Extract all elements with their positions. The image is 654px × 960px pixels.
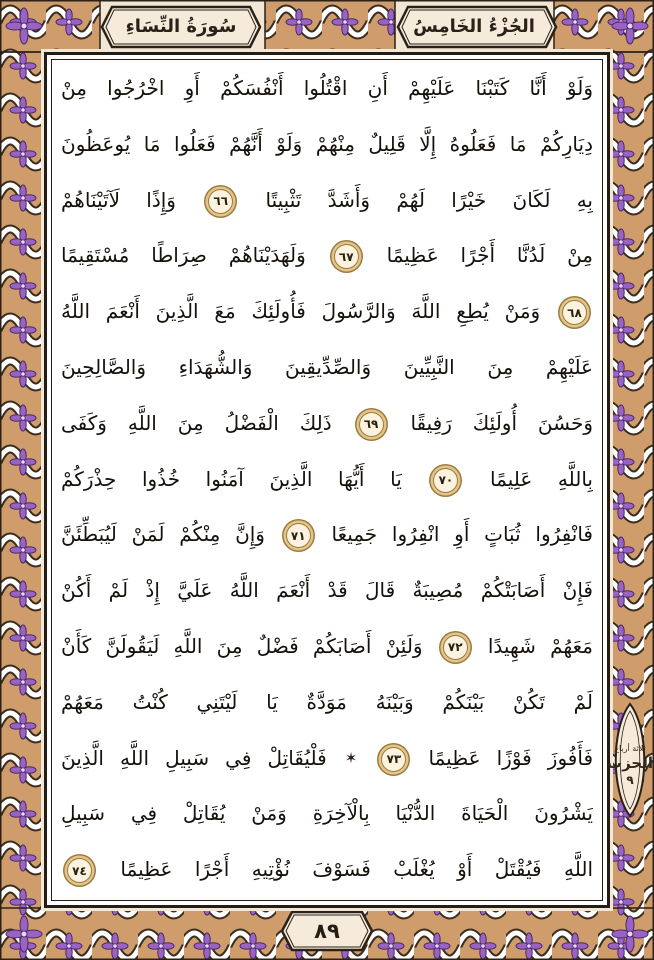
quran-line xyxy=(61,396,593,452)
ayah-number-medallion: ٧٢ xyxy=(443,635,468,660)
quran-line xyxy=(61,786,593,842)
ayah-number-medallion: ٧٤ xyxy=(67,858,92,883)
quran-line xyxy=(61,619,593,675)
quran-text-segment: بِاللَّهِ عَلِيمًا xyxy=(490,466,593,491)
ayah-number-medallion: ٦٨ xyxy=(562,300,587,325)
quran-line xyxy=(61,842,593,898)
quran-text-segment: وَحَسُنَ أُولَئِكَ رَفِيقًا xyxy=(410,410,593,435)
rub-el-hizb-icon: ✶ xyxy=(344,749,358,768)
quran-lines xyxy=(61,61,593,899)
quran-text-segment: مِنْ لَدُنَّا أَجْرًا عَظِيمًا xyxy=(386,243,593,268)
quran-text-segment: لَمْ تَكُنْ بَيْنَكُمْ وَبَيْنَهُ مَوَدَّةٌ يَا لَيْتَنِي كُنْتُ مَعَهُمْ xyxy=(61,689,593,714)
quran-line xyxy=(61,675,593,731)
ayah-number-medallion: ٧٠ xyxy=(433,468,458,493)
quran-text-segment: وَإِنَّ مِنْكُمْ لَمَنْ لَيُبَطِّئَنَّ xyxy=(61,522,265,547)
ayah-number-medallion: ٦٩ xyxy=(359,412,384,437)
quran-text-segment: فَأَفُوزَ فَوْزًا عَظِيمًا xyxy=(428,745,593,770)
quran-line xyxy=(61,507,593,563)
text-frame xyxy=(44,52,610,908)
ayah-number-medallion: ٧١ xyxy=(286,523,311,548)
quran-text-segment: فَانْفِرُوا ثُبَاتٍ أَوِ انْفِرُوا جَمِيعًا xyxy=(331,522,593,547)
quran-line xyxy=(61,731,593,787)
quran-line xyxy=(61,563,593,619)
quran-text-segment: وَمَنْ يُطِعِ اللَّهَ وَالرَّسُولَ فَأُولَئِكَ مَعَ الَّذِينَ أَنْعَمَ اللَّهُ xyxy=(61,299,541,324)
quran-line xyxy=(61,340,593,396)
quran-text-segment: اللَّهِ فَيُقْتَلْ أَوْ يُغْلَبْ فَسَوْفَ نُؤْتِيهِ أَجْرًا عَظِيمًا xyxy=(120,857,593,882)
quran-text-segment: عَلَيْهِمْ مِنَ النَّبِيِّينَ وَالصِّدِّيقِينَ وَالشُّهَدَاءِ وَالصَّالِحِينَ xyxy=(61,354,593,379)
quran-line xyxy=(61,117,593,173)
ayah-number-medallion: ٦٦ xyxy=(208,189,233,214)
quran-text-segment: وَلَهَدَيْنَاهُمْ صِرَاطًا مُسْتَقِيمًا xyxy=(61,243,306,268)
quran-line xyxy=(61,61,593,117)
quran-text-segment: بِهِ لَكَانَ خَيْرًا لَهُمْ وَأَشَدَّ تَثْبِيتًا xyxy=(265,187,593,212)
quran-text-segment: وَلَوْ أَنَّا كَتَبْنَا عَلَيْهِمْ أَنِ اقْتُلُوا أَنْفُسَكُمْ أَوِ اخْرُجُوا مِنْ xyxy=(61,76,593,100)
surah-title: سُورَةُ النِّسَاءِ xyxy=(125,16,237,37)
quran-line xyxy=(61,452,593,508)
quran-line xyxy=(61,173,593,229)
text-frame-inner xyxy=(51,59,603,901)
ayah-number-medallion: ٦٧ xyxy=(334,244,359,269)
quran-text-segment: وَإِذًا لَآتَيْنَاهُمْ xyxy=(61,187,176,212)
quran-text-segment: فَإِنْ أَصَابَتْكُمْ مُصِيبَةٌ قَالَ قَدْ أَنْعَمَ اللَّهُ عَلَيَّ إِذْ لَمْ أَكُنْ xyxy=(61,578,593,603)
quran-line xyxy=(61,228,593,284)
quran-text-segment: دِيَارِكُمْ مَا فَعَلُوهُ إِلَّا قَلِيلٌ مِنْهُمْ وَلَوْ أَنَّهُمْ فَعَلُوا مَا يُوعَظُونَ xyxy=(61,131,593,156)
quran-text-segment: يَشْرُونَ الْحَيَاةَ الدُّنْيَا بِالْآخِرَةِ وَمَنْ يُقَاتِلْ فِي سَبِيلِ xyxy=(61,801,593,826)
quran-line xyxy=(61,284,593,340)
quran-text-segment: فَلْيُقَاتِلْ فِي سَبِيلِ اللَّهِ الَّذِينَ xyxy=(61,745,327,770)
hizb-marker-label: الحزب xyxy=(607,754,653,772)
quran-text-segment: وَلَئِنْ أَصَابَكُمْ فَضْلٌ مِنَ اللَّهِ لَيَقُولَنَّ كَأَنْ xyxy=(61,633,423,658)
hizb-marker-number: ٩ xyxy=(626,773,634,787)
page-number: ٨٩ xyxy=(314,919,340,943)
hizb-marker-fraction: ثلاثة أرباع xyxy=(614,744,646,753)
quran-text-segment: مَعَهُمْ شَهِيدًا xyxy=(487,633,593,658)
quran-text-segment: يَا أَيُّهَا الَّذِينَ آمَنُوا خُذُوا حِذْرَكُمْ xyxy=(61,466,402,491)
ayah-number-medallion: ٧٣ xyxy=(381,747,406,772)
hizb-marker xyxy=(604,724,654,808)
quran-text-segment: ذَلِكَ الْفَضْلُ مِنَ اللَّهِ وَكَفَى xyxy=(61,410,332,435)
juz-title: الجُزْءُ الخَامِسُ xyxy=(413,16,535,37)
